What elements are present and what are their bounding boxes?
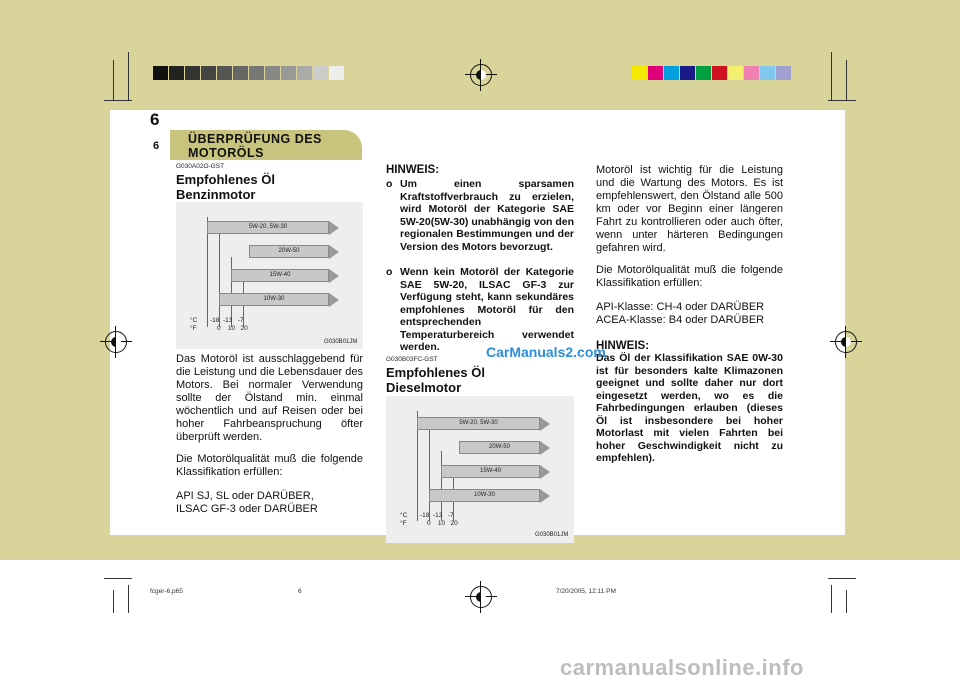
fahrenheit-ticks: 0 10 20	[217, 325, 248, 332]
crop-mark	[846, 60, 847, 100]
axis-line	[429, 428, 430, 521]
figure-code: G030B01JM	[535, 532, 569, 538]
watermark-text: CarManuals2.com	[486, 344, 606, 360]
page-number: 6	[153, 140, 160, 152]
note-item: Wenn kein Motoröl der Kategorie SAE 5W-20, ILSAC GF-3 zur Verfügung steht, kann sekundäres empfohlenes Motoröl für den entsprechenden Temperaturbereich verwendet werden.	[400, 266, 574, 353]
oil-bar: 5W-20, 5W-30	[417, 417, 540, 430]
oil-bar: 5W-20, 5W-30	[207, 221, 329, 234]
footer-page: 6	[298, 588, 302, 595]
crop-mark	[846, 590, 847, 613]
crop-mark	[128, 585, 129, 613]
crop-mark	[828, 100, 856, 101]
crop-mark	[104, 100, 132, 101]
grayscale-color-bar	[153, 66, 345, 80]
crop-mark	[104, 578, 132, 579]
chapter-name: SELBSTHILFE	[164, 114, 226, 124]
crop-mark	[113, 60, 114, 100]
bottom-watermark: carmanualsonline.info	[560, 655, 804, 680]
arrow-icon	[540, 417, 550, 431]
fahrenheit-ticks: 0 10 20	[427, 520, 458, 527]
registration-mark-icon	[105, 331, 127, 353]
arrow-icon	[540, 489, 550, 503]
crop-mark	[828, 578, 856, 579]
axis-line	[441, 451, 442, 521]
paragraph: Das Motoröl ist ausschlaggebend für die Leistung und die Lebensdauer des Motors. Bei normaler Verwendung sollte der Ölstand min. einmal wöchentlich und auf Reisen oder bei hoher Fahrbeanspruchung öfter überprüft werden.	[176, 353, 363, 443]
arrow-icon	[329, 221, 339, 235]
arrow-icon	[329, 245, 339, 259]
axis-line	[219, 234, 220, 327]
oil-bar: 20W-50	[249, 245, 329, 258]
oil-bar: 15W-40	[441, 465, 540, 478]
oil-viscosity-chart-diesel	[386, 396, 574, 543]
fahrenheit-unit: °F	[400, 520, 407, 527]
oil-bar: 15W-40	[231, 269, 329, 282]
oil-viscosity-chart-petrol	[176, 202, 363, 349]
crop-mark	[831, 585, 832, 613]
crop-mark	[113, 590, 114, 613]
footer-file: fcger-6.p65	[150, 588, 183, 595]
oil-bar: 10W-30	[429, 489, 540, 502]
crop-mark	[128, 52, 129, 100]
crop-mark	[831, 52, 832, 100]
bullet: o	[386, 178, 393, 190]
registration-mark-icon	[470, 586, 492, 608]
paragraph: API SJ, SL oder DARÜBER,	[176, 490, 314, 502]
chapter-number: 6	[150, 110, 160, 129]
figure-code: G030B01JM	[324, 339, 358, 345]
arrow-icon	[329, 293, 339, 307]
paragraph: ACEA-Klasse: B4 oder DARÜBER	[596, 314, 765, 326]
registration-mark-icon	[470, 64, 492, 86]
note-item: Um einen sparsamen Kraftstoffverbrauch zu erzielen, wird Motoröl der Kategorie SAE 5W-20(5W-30) unabhängig von den regionalen Bestimmungen und der Version des Motors bevorzugt.	[400, 178, 575, 253]
paragraph: API-Klasse: CH-4 oder DARÜBER	[596, 301, 765, 313]
registration-mark-icon	[835, 331, 857, 353]
paragraph: Motoröl ist wichtig für die Leistung und die Wartung des Motors. Es ist empfehlenswert, den Ölstand alle 500 km oder vor Beginn einer längeren Fahrt zu kontrollieren oder auch öfter, wenn unter härteren Bedingungen gefahren wird.	[596, 164, 783, 254]
paragraph: Die Motorölqualität muß die folgende Klassifikation erfüllen:	[176, 453, 363, 478]
arrow-icon	[329, 269, 339, 283]
paragraph: Die Motorölqualität muß die folgende Klassifikation erfüllen:	[596, 264, 783, 289]
section-code: G030B03FC-GST	[386, 356, 438, 363]
note-text: Das Öl der Klassifikation SAE 0W-30 ist für besonders kalte Klimazonen geeignet und sollte daher nur dort eingesetzt werden, wo es die Fahrbedingungen erlauben (dieses Öl ist insbesondere bei hoher Motorlast mit vielen Fahrten bei hoher Geschwindigkeit nicht zu empfehlen).	[596, 352, 783, 464]
heading-diesel-oil: Empfohlenes Öl Dieselmotor	[386, 365, 485, 395]
section-code: G030A02O-GST	[176, 163, 225, 170]
heading-petrol-oil: Empfohlenes Öl Benzinmotor	[176, 172, 275, 202]
arrow-icon	[540, 441, 550, 455]
oil-bar: 20W-50	[459, 441, 540, 454]
oil-bar: 10W-30	[219, 293, 329, 306]
celsius-ticks: -18 -13 -7	[210, 317, 244, 324]
process-color-bar	[632, 66, 792, 80]
note-heading: HINWEIS:	[386, 164, 440, 176]
fahrenheit-unit: °F	[190, 325, 197, 332]
arrow-icon	[540, 465, 550, 479]
celsius-unit: °C	[190, 317, 198, 324]
celsius-unit: °C	[400, 512, 408, 519]
note-heading: HINWEIS:	[596, 340, 650, 352]
section-title: ÜBERPRÜFUNG DES MOTORÖLS	[188, 132, 322, 160]
celsius-ticks: -18 -13 -7	[420, 512, 454, 519]
paragraph: ILSAC GF-3 oder DARÜBER	[176, 503, 318, 515]
footer-date: 7/20/2005, 12:11 PM	[556, 588, 616, 595]
bullet: o	[386, 266, 393, 278]
